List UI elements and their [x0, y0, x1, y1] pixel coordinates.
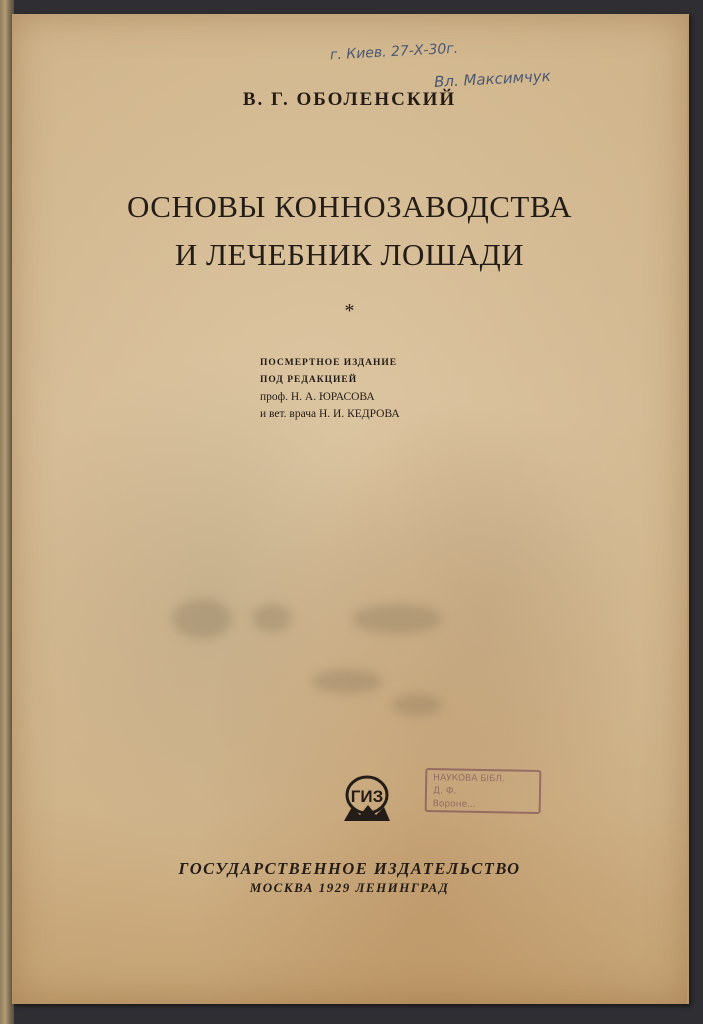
publisher-name: ГОСУДАРСТВЕННОЕ ИЗДАТЕЛЬСТВО	[178, 859, 521, 878]
stain	[312, 669, 382, 694]
svg-text:ГИЗ: ГИЗ	[350, 787, 384, 806]
author-name: В. Г. ОБОЛЕНСКИЙ	[242, 89, 457, 110]
stamp-line-1: НАУКОВА БІБЛ.	[433, 773, 506, 785]
stamp-line-2: Д. Ф.	[432, 786, 457, 797]
edition-line-1: ПОСМЕРТНОЕ ИЗДАНИЕ	[260, 358, 398, 368]
stain	[392, 694, 442, 716]
edition-line-3: проф. Н. А. ЮРАСОВА	[260, 391, 375, 403]
publisher-emblem-icon	[334, 771, 396, 825]
stain	[352, 604, 442, 634]
book-title-line-1: ОСНОВЫ КОННОЗАВОДСТВА	[127, 189, 572, 224]
library-stamp	[425, 768, 542, 814]
title-page	[12, 14, 689, 1004]
edition-info	[260, 355, 400, 423]
stain	[172, 599, 232, 639]
edition-line-4: и вет. врача Н. И. КЕДРОВА	[260, 408, 400, 420]
handwritten-signature: Вл. Максимчук	[433, 66, 552, 92]
handwritten-date: г. Киев. 27-Х-30г.	[329, 40, 459, 64]
separator-asterisk: *	[344, 300, 355, 322]
publication-place-year: МОСКВА 1929 ЛЕНИНГРАД	[249, 880, 450, 895]
book-title-line-2: И ЛЕЧЕБНИК ЛОШАДИ	[174, 237, 525, 272]
edition-line-2: ПОД РЕДАКЦИЕЙ	[260, 375, 358, 385]
stamp-line-3: Вороне...	[432, 799, 476, 810]
stain	[252, 604, 292, 632]
